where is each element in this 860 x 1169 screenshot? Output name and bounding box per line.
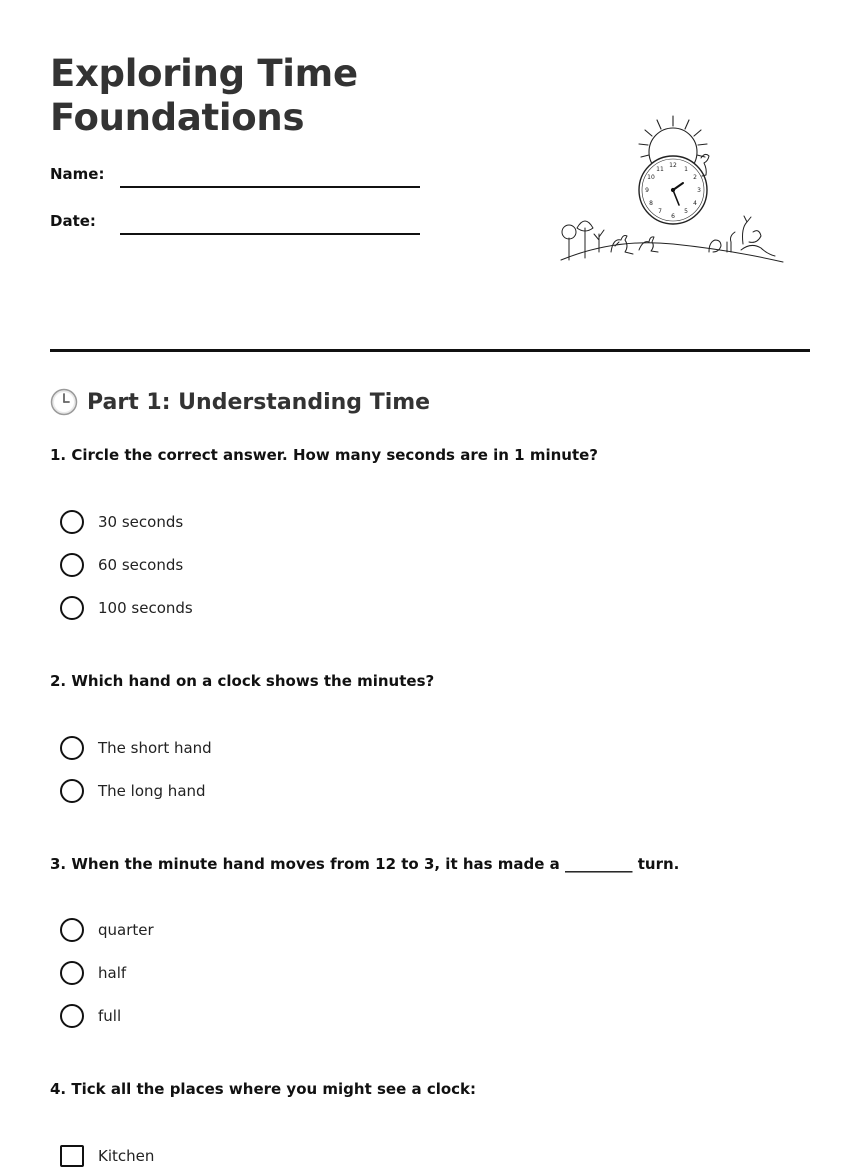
radio-button[interactable] (60, 961, 84, 985)
option-label: 100 seconds (98, 599, 193, 617)
radio-button[interactable] (60, 510, 84, 534)
question-4: 4. Tick all the places where you might see a clock: (50, 1080, 477, 1098)
q3-option-2[interactable] (60, 960, 126, 986)
page-title (50, 52, 358, 140)
q1-option-2[interactable] (60, 552, 183, 578)
header-divider (50, 349, 810, 352)
option-label: The short hand (98, 739, 212, 757)
clock-number-2: 2 (693, 174, 697, 181)
name-label: Name: (50, 165, 105, 183)
option-label: full (98, 1007, 122, 1025)
date-field[interactable] (120, 233, 420, 235)
radio-button[interactable] (60, 553, 84, 577)
section-title-text: Part 1: Understanding Time (87, 389, 431, 415)
q1-option-3[interactable] (60, 595, 193, 621)
name-field[interactable] (120, 186, 420, 188)
q4-option-1[interactable] (60, 1143, 154, 1169)
radio-button[interactable] (60, 596, 84, 620)
clock-number-8: 8 (649, 200, 653, 207)
q3-option-3[interactable] (60, 1003, 121, 1029)
question-2: 2. Which hand on a clock shows the minutes? (50, 672, 435, 690)
radio-button[interactable] (60, 918, 84, 942)
clock-number-3: 3 (697, 187, 701, 194)
radio-button[interactable] (60, 1004, 84, 1028)
clock-number-4: 4 (693, 200, 697, 207)
clock-sun-animals-illustration (555, 112, 787, 270)
option-label: Kitchen (98, 1147, 155, 1165)
checkbox[interactable] (60, 1145, 84, 1167)
option-label: 60 seconds (98, 556, 184, 574)
clock-number-10: 10 (647, 174, 655, 181)
q2-option-1[interactable] (60, 735, 212, 761)
clock-icon (50, 388, 78, 416)
clock-number-11: 11 (656, 166, 664, 173)
option-label: 30 seconds (98, 513, 184, 531)
question-1: 1. Circle the correct answer. How many seconds are in 1 minute? (50, 446, 598, 464)
clock-number-12: 12 (669, 162, 677, 169)
title-line-1: Exploring Time (50, 52, 358, 95)
radio-button[interactable] (60, 779, 84, 803)
question-3: 3. When the minute hand moves from 12 to 3, it has made a _________ turn. (50, 855, 680, 873)
radio-button[interactable] (60, 736, 84, 760)
option-label: half (98, 964, 127, 982)
clock-number-7: 7 (658, 208, 662, 215)
clock-number-6: 6 (671, 213, 675, 220)
option-label: The long hand (98, 782, 206, 800)
date-label: Date: (50, 212, 96, 230)
q1-option-1[interactable] (60, 509, 183, 535)
section-title (50, 388, 430, 416)
clock-number-5: 5 (684, 208, 688, 215)
clock-number-1: 1 (684, 166, 688, 173)
clock-number-9: 9 (645, 187, 649, 194)
q3-option-1[interactable] (60, 917, 154, 943)
q2-option-2[interactable] (60, 778, 206, 804)
option-label: quarter (98, 921, 154, 939)
title-line-2: Foundations (50, 96, 305, 139)
